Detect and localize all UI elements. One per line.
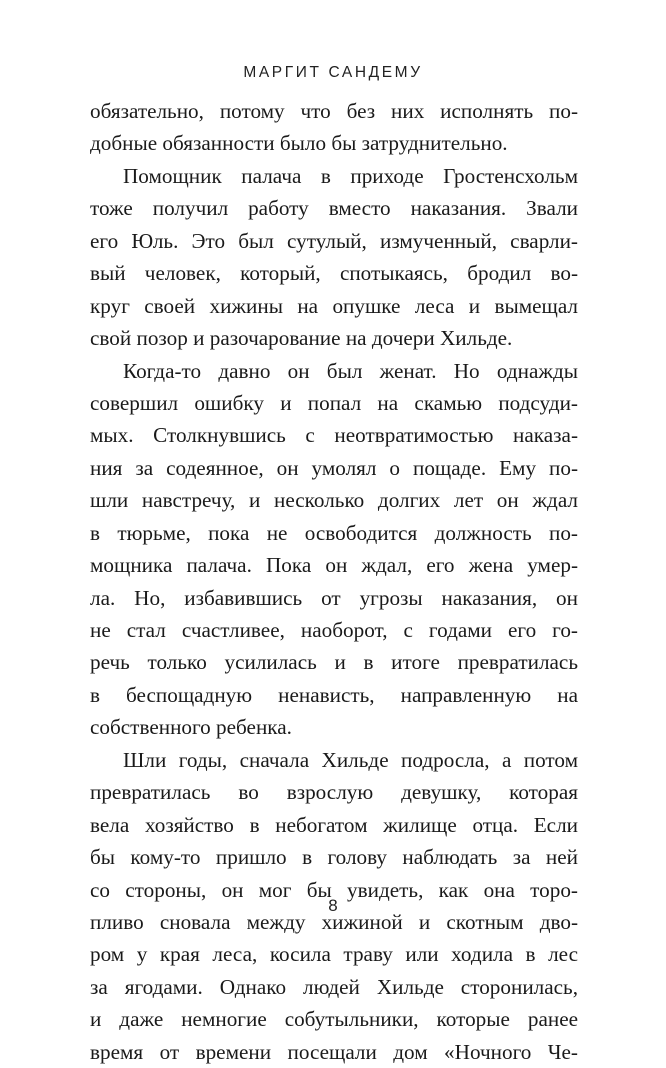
text-line: круг своей хижины на опушке леса и вымещал (90, 293, 578, 318)
text-line: пливо сновала между хижиной и скотным дво- (90, 909, 578, 934)
text-line: мых. Столкнувшись с неотвратимостью наказа- (90, 423, 578, 448)
text-line: речь только усилилась и в итоге превратилась (90, 650, 578, 675)
text-line: тоже получил работу вместо наказания. Звали (90, 196, 578, 221)
text-line: совершил ошибку и попал на скамью подсуди- (90, 390, 578, 415)
running-head: МАРГИТ САНДЕМУ (243, 64, 423, 81)
text-line: свой позор и разочарование на дочери Хильде. (90, 326, 513, 351)
text-line: со стороны, он мог бы увидеть, как она торо- (90, 877, 578, 902)
text-line: в беспощадную ненависть, направленную на (90, 682, 578, 707)
text-line: превратилась во взрослую девушку, которая (90, 780, 578, 805)
text-line: Помощник палача в приходе Гростенсхольм (123, 163, 578, 188)
page-number: 8 (328, 896, 338, 915)
body-text (90, 95, 578, 1068)
text-line: его Юль. Это был сутулый, измученный, сварли- (90, 228, 578, 253)
text-line: Шли годы, сначала Хильде подросла, а потом (123, 747, 578, 772)
text-line: и даже немногие собутыльники, которые ранее (90, 1007, 578, 1032)
text-line: ния за содеянное, он умолял о пощаде. Ему по- (90, 455, 578, 480)
text-line: добные обязанности было бы затруднительно. (90, 131, 508, 156)
text-line: обязательно, потому что без них исполнять по- (90, 99, 578, 123)
text-line: ром у края леса, косила траву или ходила в лес (90, 942, 578, 967)
text-line: мощника палача. Пока он ждал, его жена умер- (90, 553, 578, 578)
text-line: в тюрьме, пока не освободится должность по- (90, 520, 578, 545)
text-line: вый человек, который, спотыкаясь, бродил во- (90, 261, 578, 286)
text-line: за ягодами. Однако людей Хильде сторонилась, (90, 974, 578, 999)
text-line: собственного ребенка. (90, 715, 292, 740)
text-line: вела хозяйство в небогатом жилище отца. Если (90, 812, 578, 837)
text-line: ла. Но, избавившись от угрозы наказания, он (90, 585, 578, 610)
text-line: не стал счастливее, наоборот, с годами его го- (90, 618, 578, 642)
text-line: Когда-то давно он был женат. Но однажды (123, 358, 578, 383)
text-line: время от времени посещали дом «Ночного Че- (90, 1039, 578, 1064)
text-line: бы кому-то пришло в голову наблюдать за ней (90, 845, 578, 870)
text-line: шли навстречу, и несколько долгих лет он ждал (90, 488, 578, 513)
